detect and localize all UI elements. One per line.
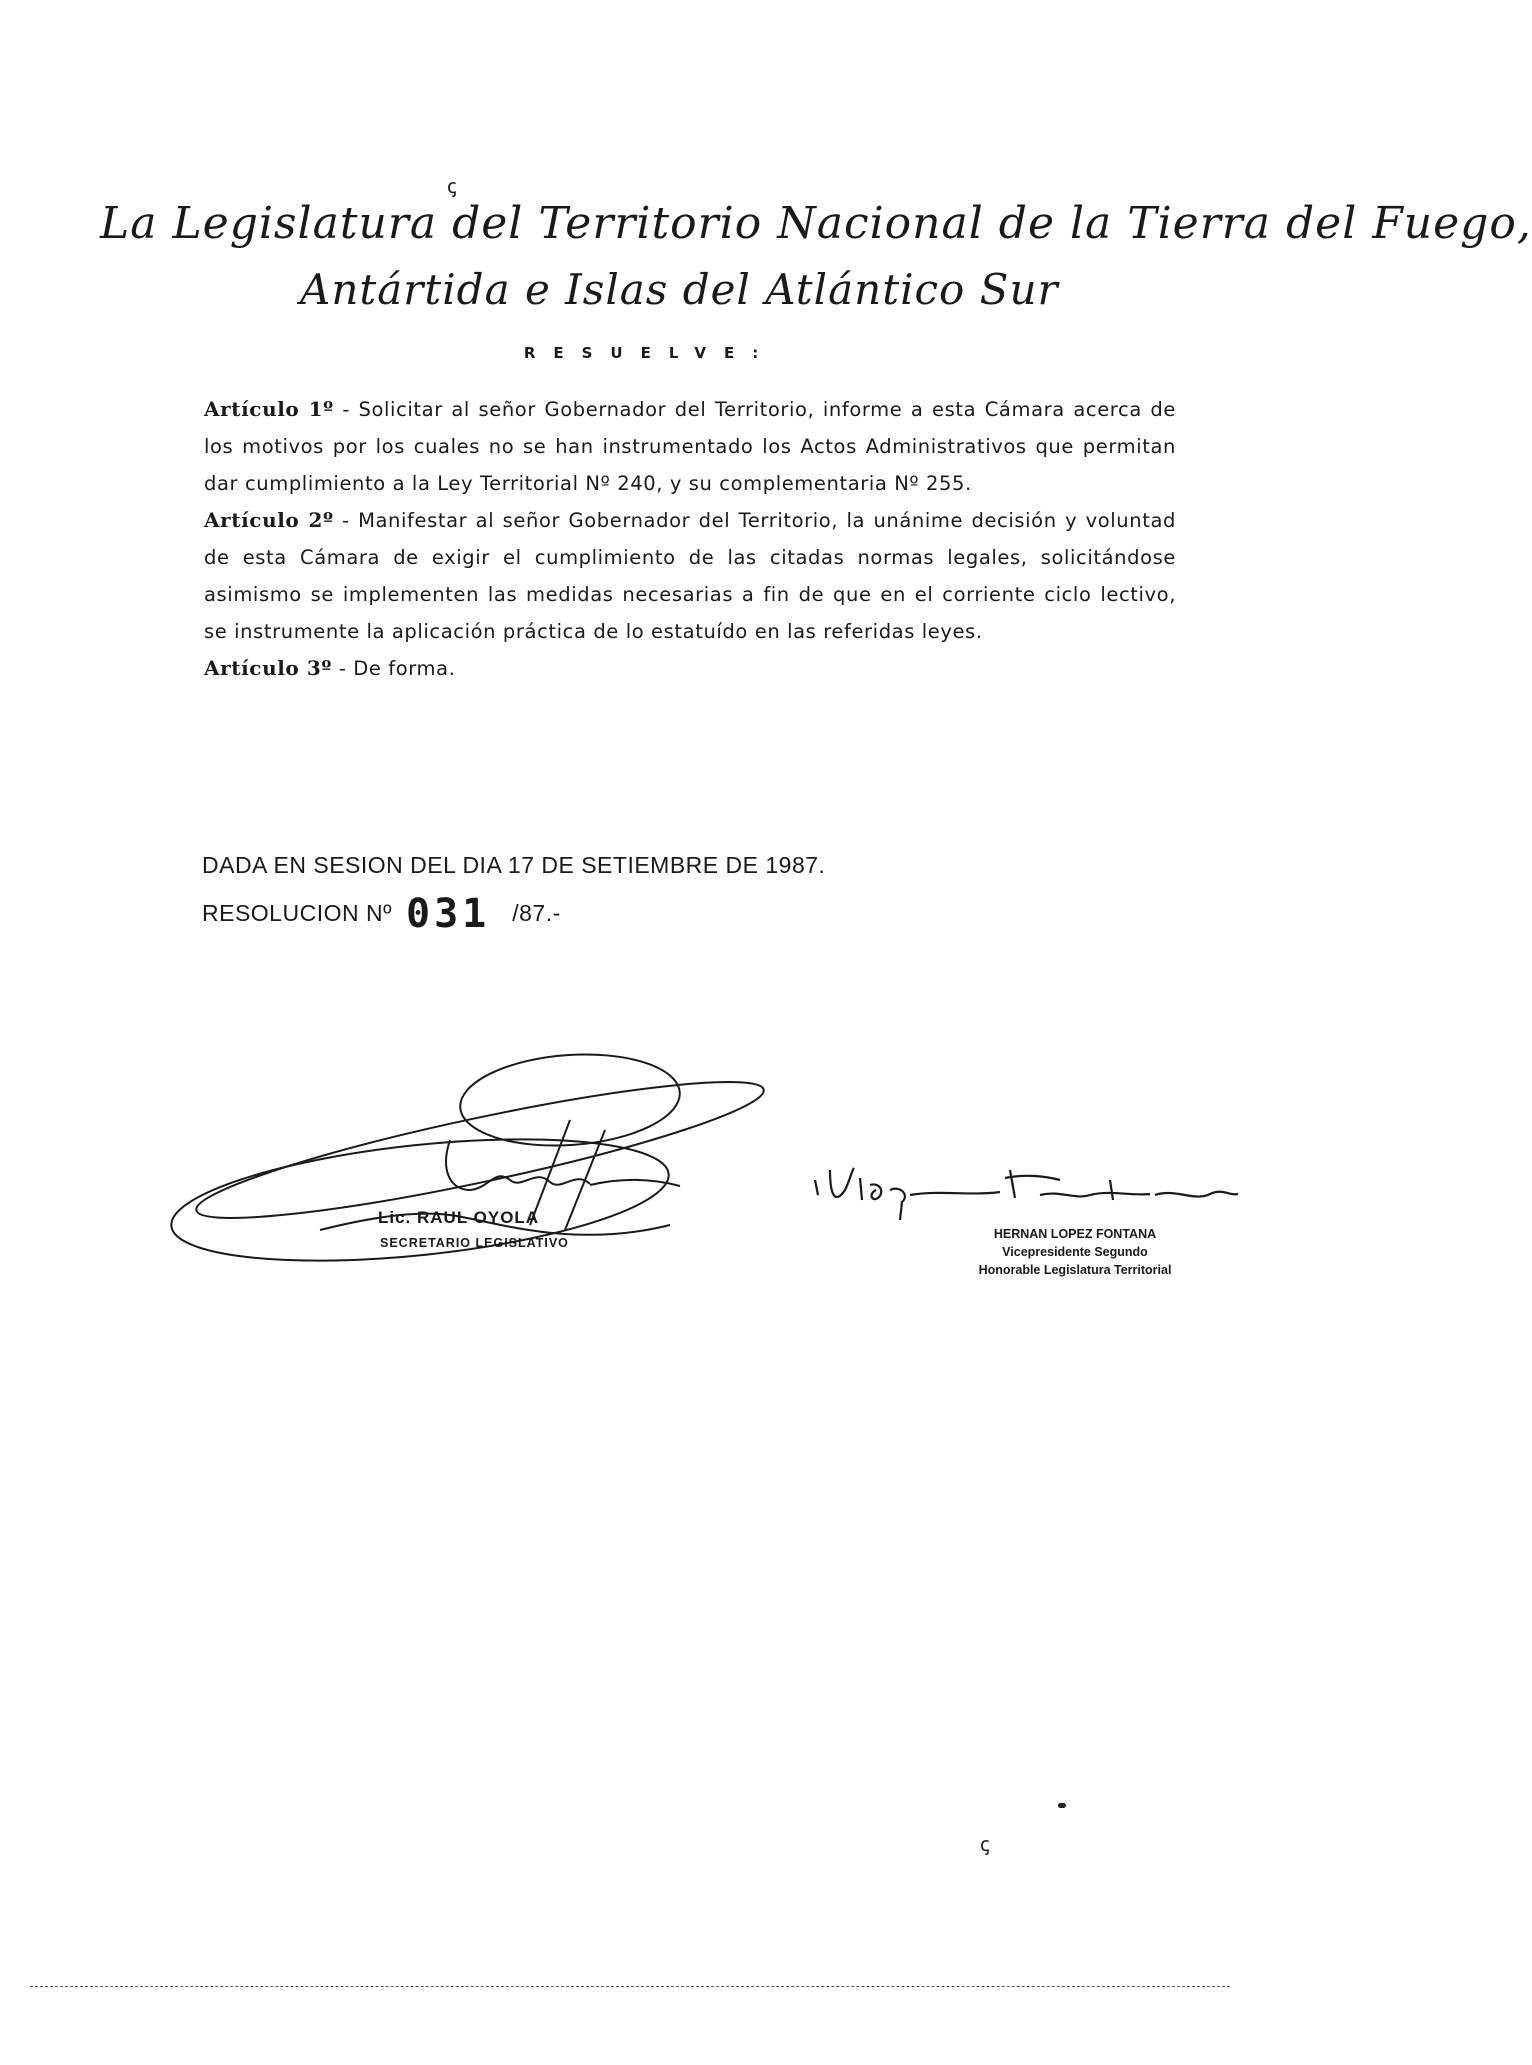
scan-dot — [1058, 1803, 1066, 1808]
header-mark: ꞔ — [447, 174, 457, 198]
article-1-label: Artículo 1º — [204, 397, 334, 421]
article-3 — [204, 650, 1176, 687]
header-title-line1: La Legislatura del Territorio Nacional de la Tierra del Fuego, — [100, 198, 1532, 249]
article-2-text: - Manifestar al señor Gobernador del Territorio, la unánime decisión y voluntad de esta Cámara de exigir el cumplimiento de las citadas normas legales, solicitándose asimismo se implementen las medidas necesarias a fin de que en el corriente ciclo lectivo, se instrumente la aplicación práctica de lo estatuído en las referidas leyes. — [204, 509, 1176, 643]
signature-right-title1: Vicepresidente Segundo — [1002, 1245, 1148, 1259]
articles-body — [204, 391, 1176, 687]
signature-right-title2: Honorable Legislatura Territorial — [978, 1263, 1172, 1277]
article-2 — [204, 502, 1176, 650]
resolution-year: /87.- — [512, 900, 561, 926]
signature-left-name: Lic. RAUL OYOLA — [378, 1208, 540, 1227]
signature-right-name: HERNAN LOPEZ FONTANA — [993, 1227, 1157, 1241]
resolution-label: RESOLUCION Nº — [202, 900, 392, 926]
header-title-line2: Antártida e Islas del Atlántico Sur — [300, 265, 1059, 314]
page-bottom-rule — [30, 1986, 1230, 1987]
article-3-label: Artículo 3º — [204, 656, 333, 680]
scan-mark: ꞔ — [980, 1832, 990, 1856]
resuelve-heading: RESUELVE: — [523, 344, 777, 362]
article-2-label: Artículo 2º — [204, 508, 334, 532]
signature-right-scribble — [810, 1150, 1240, 1230]
signature-left-flourish — [150, 1040, 750, 1300]
article-1 — [204, 391, 1176, 502]
article-1-text: - Solicitar al señor Gobernador del Territorio, informe a esta Cámara acerca de los motivos por los cuales no se han instrumentado los Actos Administrativos que permitan dar cumplimiento a la Ley Territorial Nº 240, y su complementaria Nº 255. — [204, 398, 1176, 495]
session-date: DADA EN SESION DEL DIA 17 DE SETIEMBRE DE 1987. — [202, 852, 826, 878]
article-3-text: - De forma. — [332, 657, 456, 680]
resolution-number-line — [202, 885, 1102, 935]
resolution-number: 031 — [405, 891, 491, 937]
signature-right-block — [955, 1225, 1195, 1279]
signature-left-title: SECRETARIO LEGISLATIVO — [380, 1236, 569, 1250]
